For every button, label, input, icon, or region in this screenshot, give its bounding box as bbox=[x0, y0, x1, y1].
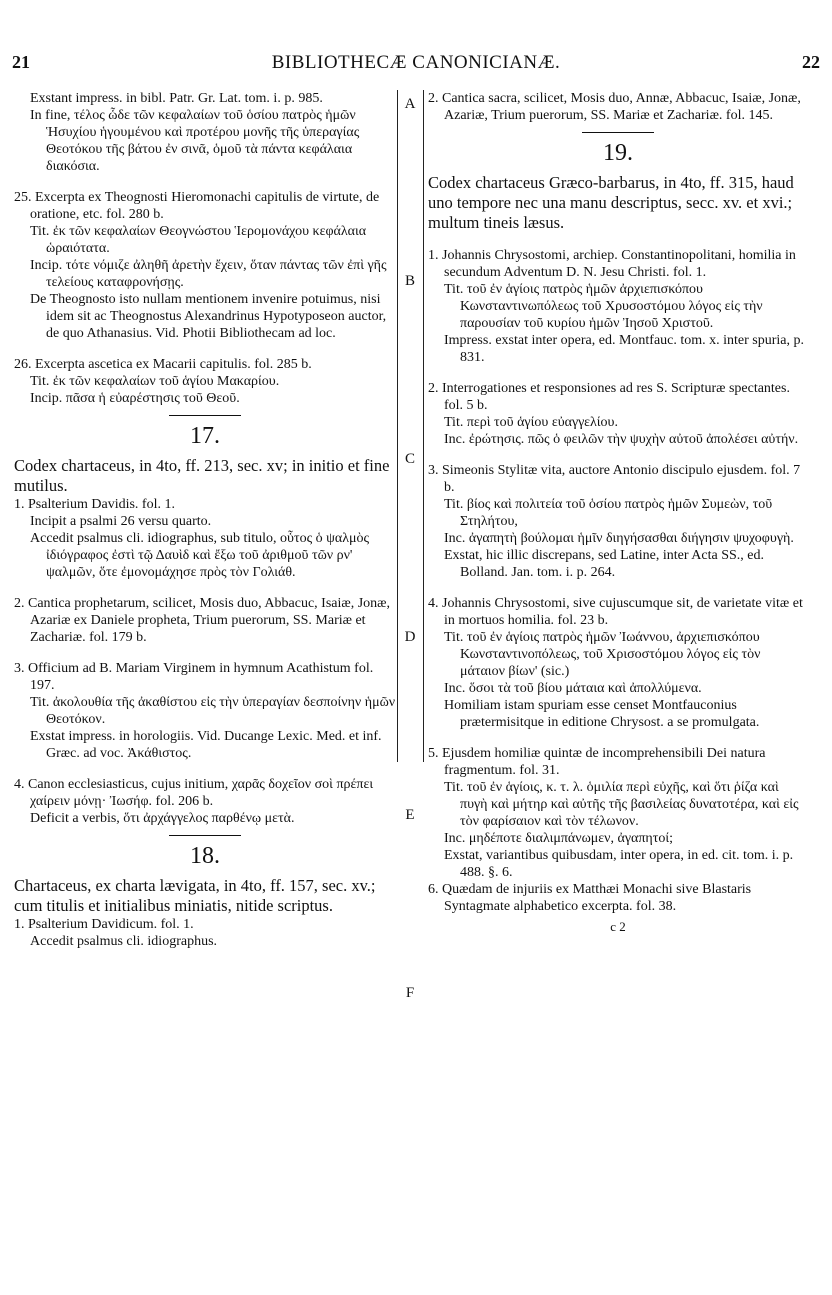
entry-item: 2. Cantica prophetarum, scilicet, Mosis duo, Abbacuc, Isaiæ, Jonæ, Azariæ ex Daniele propheta, Trium puerorum, SS. Mariæ et Zachariæ. fol. 179 b. bbox=[14, 596, 390, 645]
entry-item: 1. Johannis Chrysostomi, archiep. Constantinopolitani, homilia in secundum Adventum D. N. Jesu Christi. fol. 1. bbox=[428, 248, 796, 280]
entry-text: Incip. πᾶσα ἡ εὐαρέστησις τοῦ Θεοῦ. bbox=[30, 391, 240, 406]
entry-item: 4. Johannis Chrysostomi, sive cujuscumque sit, de varietate vitæ et in mortuos homilia. fol. 23 b. bbox=[428, 596, 803, 628]
entry-text: Tit. τοῦ ἐν ἁγίοις πατρὸς ἡμῶν Ἰωάννου, ἀρχιεπισκόπου Κωνσταντινοπόλεως, τοῦ Χρισοστόμου λόγος εἰς τὸν μάταιον βίων' (sic.) bbox=[444, 630, 761, 679]
entry-item: 6. Quædam de injuriis ex Matthæi Monachi sive Blastaris Syntagmate alphabetico excerpta. fol. 38. bbox=[428, 882, 752, 914]
entry-note: Impress. exstat inter opera, ed. Montfauc. tom. x. inter spuria, p. 831. bbox=[444, 333, 805, 365]
page-number-right: 22 bbox=[802, 52, 820, 72]
entry-text: Accedit psalmus cli. idiographus, sub titulo, οὗτος ὁ ψαλμὸς ἰδιόγραφος ἐστὶ τῷ Δαυὶδ καὶ ἔξω τοῦ ἀριθμοῦ τῶν ρν' ψαλμῶν, ὅτε ἐμονομάχησε πρὸς τὸν Γολιάθ. bbox=[30, 531, 370, 580]
margin-letter-c: C bbox=[404, 451, 415, 467]
margin-letter-a: A bbox=[404, 96, 416, 112]
entry-note: Homiliam istam spuriam esse censet Montfauconius prætermisitque in editione Chrysost. a se promulgata. bbox=[444, 698, 760, 730]
entry-item: 25. Excerpta ex Theognosti Hieromonachi capitulis de virtute, de oratione, etc. fol. 280 b. bbox=[14, 190, 380, 222]
entry-text: Tit. τοῦ ἐν ἁγίοις, κ. τ. λ. ὁμιλία περὶ εὐχῆς, καὶ ὅτι ῥίζα καὶ πυγὴ καὶ μήτηρ καὶ αὐτῆς τῆς βασιλείας δυνατοτέρα, καὶ εἰς τὸν φαρίσαιον καὶ τὸν τέλωνον. bbox=[444, 780, 799, 829]
entry-item: 2. Cantica sacra, scilicet, Mosis duo, Annæ, Abbacuc, Isaiæ, Jonæ, Azariæ, Trium puerorum, SS. Mariæ et Zachariæ. fol. 145. bbox=[428, 91, 801, 123]
left-column bbox=[14, 90, 396, 950]
margin-letter-b: B bbox=[404, 273, 415, 289]
entry-text: Tit. ἐκ τῶν κεφαλαίων τοῦ ἁγίου Μακαρίου. bbox=[30, 374, 280, 389]
margin-letter-e: E bbox=[405, 807, 415, 823]
codex-number: 19. bbox=[603, 140, 633, 166]
entry-text: Inc. ὅσοι τὰ τοῦ βίου μάταια καὶ ἀπολλύμενα. bbox=[444, 681, 702, 696]
column-rule-right bbox=[423, 90, 424, 762]
entry-item: 4. Canon ecclesiasticus, cujus initium, χαρᾶς δοχεῖον σοὶ πρέπει χαίρειν μόνῃ· Ἰωσήφ. fol. 206 b. bbox=[14, 777, 374, 809]
signature-mark: c 2 bbox=[610, 919, 626, 934]
entry-text: Inc. ἐρώτησις. πῶς ὁ φειλῶν τὴν ψυχὴν αὐτοῦ ἀπολέσει αὐτήν. bbox=[444, 432, 799, 447]
codex-description: Codex chartaceus Græco-barbarus, in 4to, ff. 315, haud uno tempore nec una manu descriptus, secc. xv. et xvi.; multum tineis læsus. bbox=[428, 173, 794, 232]
entry-text: Incipit a psalmi 26 versu quarto. bbox=[30, 514, 212, 529]
entry-text: In fine, τέλος ὧδε τῶν κεφαλαίων τοῦ ὁσίου πατρὸς ἡμῶν Ἡσυχίου ἡγουμένου καὶ προτέρου μονῆς τῆς ὑπεραγίας Θεοτόκου τῆς βάτου ἐν σινᾶ, ὁμοῦ τὰ πάντα κεφάλαια διακόσια. bbox=[30, 108, 360, 174]
entry-item: 5. Ejusdem homiliæ quintæ de incomprehensibili Dei natura fragmentum. fol. 31. bbox=[428, 746, 766, 778]
entry-item: 2. Interrogationes et responsiones ad res S. Scripturæ spectantes. fol. 5 b. bbox=[428, 381, 790, 413]
entry-text: Tit. βίος καὶ πολιτεία τοῦ ὁσίου πατρὸς ἡμῶν Συμεὼν, τοῦ Στηλήτου, bbox=[444, 497, 773, 529]
page-number-left: 21 bbox=[12, 52, 30, 72]
entry-item: 3. Simeonis Stylitæ vita, auctore Antonio discipulo ejusdem. fol. 7 b. bbox=[428, 463, 801, 495]
entry-text: Deficit a verbis, ὅτι ἀρχάγγελος παρθένῳ μετὰ. bbox=[30, 811, 295, 826]
section-rule bbox=[169, 835, 241, 836]
entry-text: Accedit psalmus cli. idiographus. bbox=[30, 934, 218, 949]
entry-note: De Theognosto isto nullam mentionem invenire potuimus, nisi idem sit ac Theognostus Alexandrinus Hypotyposeon auctor, de quo Athanasius. Vid. Photii Bibliothecam ad loc. bbox=[30, 292, 387, 341]
codex-number: 18. bbox=[190, 843, 220, 869]
entry-note: Exstat impress. in horologiis. Vid. Ducange Lexic. Med. et inf. Græc. ad voc. Ἀκάθιστος. bbox=[30, 729, 382, 761]
entry-item: 1. Psalterium Davidicum. fol. 1. bbox=[14, 917, 194, 932]
margin-letter-f: F bbox=[405, 985, 415, 1001]
margin-letter-d: D bbox=[404, 629, 416, 645]
entry-text: Incip. τότε νόμιζε ἀληθῆ ἀρετὴν ἔχειν, ὅταν πάντας τῶν ἐπὶ γῆς τελείους καταφρονήσῃς. bbox=[30, 258, 387, 290]
codex-number: 17. bbox=[190, 423, 220, 449]
entry-text: Tit. ἀκολουθία τῆς ἀκαθίστου εἰς τὴν ὑπεραγίαν δεσποίνην ἡμῶν Θεοτόκον. bbox=[30, 695, 396, 727]
codex-description: Codex chartaceus, in 4to, ff. 213, sec. xv; in initio et fine mutilus. bbox=[14, 456, 390, 495]
entry-item: 26. Excerpta ascetica ex Macarii capitulis. fol. 285 b. bbox=[14, 357, 312, 372]
entry-text: Inc. ἀγαπητὴ βούλομαι ἡμῖν διηγήσασθαι διήγησιν ψυχοφυγὴ. bbox=[444, 531, 794, 546]
codex-description: Chartaceus, ex charta lævigata, in 4to, ff. 157, sec. xv.; cum titulis et initialibus miniatis, nitide scriptus. bbox=[14, 876, 376, 915]
page-header bbox=[0, 52, 832, 82]
entry-note: Exstat, hic illic discrepans, sed Latine, inter Acta SS., ed. Bolland. Jan. tom. i. p. 264. bbox=[444, 548, 764, 580]
entry-text: Tit. περὶ τοῦ ἁγίου εὐαγγελίου. bbox=[444, 415, 618, 430]
entry-note: Exstat, variantibus quibusdam, inter opera, in ed. cit. tom. i. p. 488. §. 6. bbox=[444, 848, 794, 880]
entry-text: Exstant impress. in bibl. Patr. Gr. Lat. tom. i. p. 985. bbox=[30, 91, 323, 106]
section-rule bbox=[582, 132, 654, 133]
right-column bbox=[428, 90, 808, 935]
section-rule bbox=[169, 415, 241, 416]
entry-text: Tit. ἐκ τῶν κεφαλαίων Θεογνώστου Ἱερομονάχου κεφάλαια ὡραιότατα. bbox=[30, 224, 367, 256]
entry-text: Tit. τοῦ ἐν ἁγίοις πατρὸς ἡμῶν ἀρχιεπισκόπου Κωνσταντινωπόλεως τοῦ Χρυσοστόμου λόγος εἰς τὴν παρουσίαν τοῦ κυρίου ἡμῶν Ἰησοῦ Χριστοῦ. bbox=[444, 282, 763, 331]
column-rule-left bbox=[397, 90, 398, 762]
entry-item: 1. Psalterium Davidis. fol. 1. bbox=[14, 497, 175, 512]
entry-text: Inc. μηδέποτε διαλιμπάνωμεν, ἀγαπητοί; bbox=[444, 831, 674, 846]
entry-item: 3. Officium ad B. Mariam Virginem in hymnum Acathistum fol. 197. bbox=[14, 661, 374, 693]
running-title: BIBLIOTHECÆ CANONICIANÆ. bbox=[271, 52, 561, 73]
